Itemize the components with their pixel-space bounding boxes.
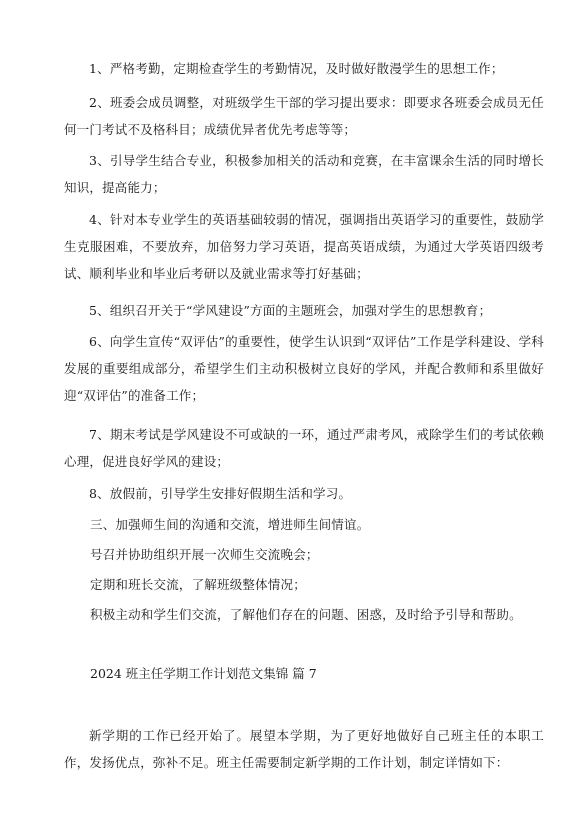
section-3-line-3: 积极主动和学生们交流，了解他们存在的问题、困惑，及时给予引导和帮助。 xyxy=(90,607,522,622)
article-7-title: 2024 班主任学期工作计划范文集锦 篇 7 xyxy=(90,666,317,681)
section-3-title: 三、加强师生间的沟通和交流，增进师生间情谊。 xyxy=(90,517,370,532)
item-3: 3、引导学生结合专业，积极参加相关的活动和竞赛，在丰富课余生活的同时增长知识，提高能力； xyxy=(64,153,544,195)
item-2: 2、班委会成员调整，对班级学生干部的学习提出要求：即要求各班委会成员无任何一门考试不及格科目；成绩优异者优先考虑等等； xyxy=(64,95,544,137)
item-1: 1、严格考勤，定期检查学生的考勤情况，及时做好散漫学生的思想工作； xyxy=(89,61,504,76)
article-7-intro: 新学期的工作已经开始了。展望本学期，为了更好地做好自己班主任的本职工作，发扬优点，弥补不足。班主任需要制定新学期的工作计划，制定详情如下： xyxy=(64,728,544,770)
item-6: 6、向学生宣传“双评估”的重要性，使学生认识到“双评估”工作是学科建设、学科发展的重要组成部分，希望学生们主动积极树立良好的学风，并配合教师和系里做好迎“双评估”的准备工作； xyxy=(64,334,544,403)
item-5: 5、组织召开关于“学风建设”方面的主题班会，加强对学生的思想教育； xyxy=(89,303,492,318)
section-3-line-1: 号召并协助组织开展一次师生交流晚会； xyxy=(90,547,319,562)
item-4: 4、针对本专业学生的英语基础较弱的情况，强调指出英语学习的重要性，鼓励学生克服困难，不要放弃，加倍努力学习英语，提高英语成绩，为通过大学英语四级考试、顺利毕业和毕业后考研以及就业需求等打好基础； xyxy=(64,212,544,281)
section-3-line-2: 定期和班长交流，了解班级整体情况； xyxy=(90,577,306,592)
item-8: 8、放假前，引导学生安排好假期生活和学习。 xyxy=(89,486,352,501)
item-7: 7、期末考试是学风建设不可或缺的一环，通过严肃考风，戒除学生们的考试依赖心理，促进良好学风的建设； xyxy=(64,427,544,469)
